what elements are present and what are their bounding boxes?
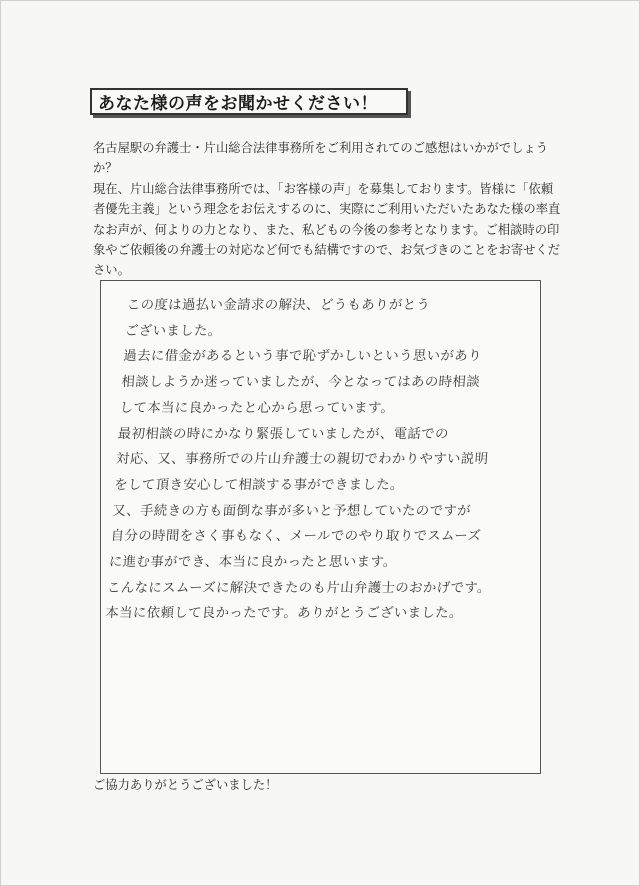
intro-paragraph: 名古屋駅の弁護士・片山総合法律事務所をご利用されてのご感想はいかがでしょうか？ <box>93 141 548 176</box>
handwritten-line: に進む事ができ、本当に良かったと思います。 <box>108 555 398 571</box>
handwritten-comment <box>104 293 537 627</box>
title-banner <box>90 88 408 115</box>
handwritten-line: して本当に良かったと心から思っています。 <box>119 400 395 416</box>
handwritten-line: 対応、又、事務所での片山弁護士の親切でわかりやすい説明 <box>115 452 489 468</box>
closing-text: ご協力ありがとうございました！ <box>93 778 278 792</box>
intro-paragraph: 現在、片山総合法律事務所では、「お客様の声」を募集しております。皆様に「依頼者優先主義」という理念をお伝えするのに、実際にご利用いただいたあなた様の率直なお声が、何よりの力となり、また、私どもの今後の参考となります。ご相談時の印象やご依頼後の弁護士の対応など何でも結構ですので、お気づきのことをお寄せください。 <box>93 181 561 278</box>
page-title: あなた様の声をお聞かせください！ <box>98 94 378 114</box>
handwritten-line: をして頂き安心して相談する事ができました。 <box>113 477 405 493</box>
intro-text <box>93 138 563 281</box>
handwritten-line: ございました。 <box>124 323 223 339</box>
handwritten-line: 相談しようか迷っていましたが、今となってはあの時相談 <box>120 375 481 391</box>
handwritten-line: 最初相談の時にかなり緊張していましたが、電話での <box>117 426 450 442</box>
handwritten-line: こんなにスムーズに解決できたのも片山弁護士のおかげです。 <box>106 580 492 596</box>
handwritten-line: 過去に借金があるという事で恥ずかしいという思いがあり <box>122 349 483 365</box>
handwritten-line: 又、手続きの方も面倒な事が多いと予想していたのですが <box>111 503 472 519</box>
handwritten-line: 本当に依頼して良かったです。ありがとうございました。 <box>104 606 464 622</box>
handwritten-line: 自分の時間をさく事もなく、メールでのやり取りでスムーズ <box>110 529 482 545</box>
handwritten-line: この度は過払い金請求の解決、どうもありがとう <box>126 298 431 313</box>
